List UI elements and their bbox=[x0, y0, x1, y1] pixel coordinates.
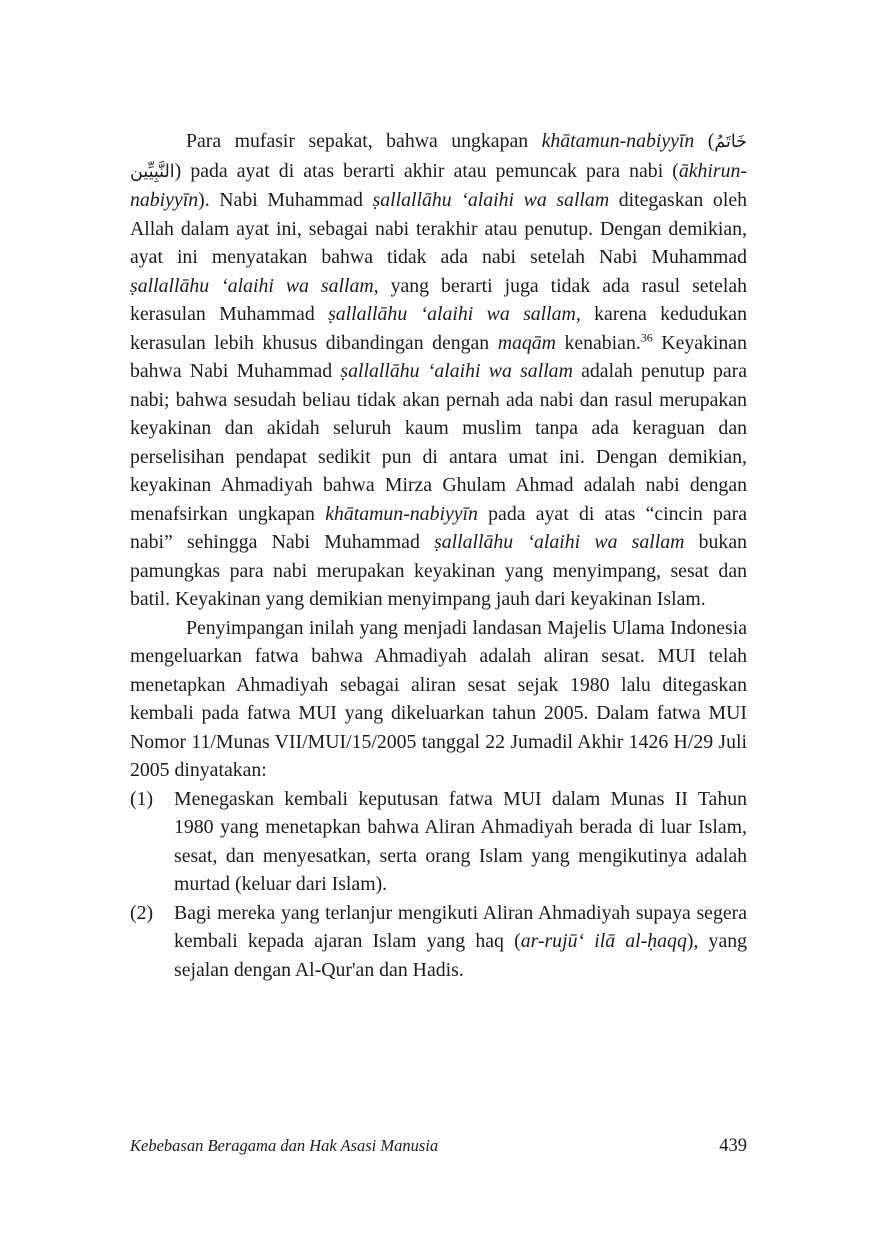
italic-text: ṣallallāhu ‘alaihi wa sallam bbox=[372, 189, 610, 211]
list-marker: (2) bbox=[130, 901, 154, 924]
text-run: Keyakinan bahwa Nabi Muhammad bbox=[130, 331, 747, 382]
text-run: Menegaskan kembali keputusan fatwa MUI dalam Munas II Tahun 1980 yang menetapkan bahwa Aliran Ahmadiyah berada di luar Islam, sesat, dan menyesatkan, serta orang Islam yang mengikutinya adalah murtad (keluar dari Islam). bbox=[174, 787, 747, 895]
italic-text: maqām bbox=[497, 331, 556, 354]
text-run: Penyimpangan inilah yang menjadi landasan Majelis Ulama Indonesia mengeluarkan fatwa bahwa Ahmadiyah adalah aliran sesat. MUI telah menetapkan Ahmadiyah sebagai aliran sesat sejak 1980 lalu ditegaskan kembali pada fatwa MUI yang dikeluarkan tahun 2005. Dalam fatwa MUI Nomor 11/Munas VII/MUI/15/2005 tanggal 22 Jumadil Akhir 1426 H/29 Juli 2005 dinyatakan: bbox=[130, 616, 747, 781]
text-run: ditegaskan oleh Allah dalam ayat ini, sebagai nabi terakhir atau penutup. Dengan demikian, ayat ini menyatakan bahwa tidak ada nabi setelah Nabi Muhammad bbox=[130, 189, 747, 268]
text-run: Bagi mereka yang terlanjur mengikuti Aliran Ahmadiyah supaya segera kembali kepada ajaran Islam yang haq ( bbox=[174, 901, 747, 952]
text-run: ( bbox=[694, 130, 715, 152]
text-run: bukan pamungkas para nabi merupakan keyakinan yang menyimpang, sesat dan batil. Keyakinan yang demikian menyimpang jauh dari keyakinan Islam. bbox=[130, 531, 747, 610]
italic-text: ṣallallāhu ‘alaihi wa sallam bbox=[434, 531, 685, 553]
italic-text: ṣallallāhu ‘alaihi wa sallam bbox=[130, 274, 374, 297]
paragraph bbox=[130, 614, 747, 785]
arabic-text: خَاتَمُ النَّبِيِّين bbox=[130, 132, 747, 182]
text-run: pada ayat di atas “cincin para nabi” sehingga Nabi Muhammad bbox=[130, 502, 748, 553]
text-run: , yang berarti juga tidak ada rasul setelah kerasulan Muhammad bbox=[130, 274, 747, 325]
text-run: karena kedudukan kerasulan lebih khusus dibandingan dengan bbox=[130, 303, 747, 354]
footnote-ref: 36 bbox=[640, 329, 653, 344]
italic-text: ar-rujū‘ ilā al-ḥaqq bbox=[520, 930, 687, 952]
italic-text: khātamun-nabiyyīn bbox=[325, 502, 478, 525]
text-run: Para mufasir sepakat, bahwa ungkapan bbox=[186, 130, 542, 152]
list-marker: (1) bbox=[130, 787, 154, 810]
text-run: adalah penutup para nabi; bahwa sesudah beliau tidak akan pernah ada nabi dan rasul merupakan keyakinan dan akidah seluruh kaum muslim tanpa ada keraguan dan perselisihan pendapat sedikit pun di antara umat ini. Dengan demikian, keyakinan Ahmadiyah bahwa Mirza Ghulam Ahmad adalah nabi dengan menafsirkan ungkapan bbox=[130, 360, 747, 525]
text-run: ) pada ayat di atas berarti akhir atau pemuncak para nabi ( bbox=[174, 159, 679, 182]
paragraph bbox=[130, 127, 747, 614]
italic-text: ṣallallāhu ‘alaihi wa sallam bbox=[340, 360, 573, 382]
italic-text: ṣallallāhu ‘alaihi wa sallam, bbox=[328, 303, 581, 325]
text-run: ), yang sejalan dengan Al-Qur'an dan Hadis. bbox=[174, 930, 748, 981]
page-number: 439 bbox=[719, 1136, 747, 1156]
page-body bbox=[130, 127, 747, 984]
list-item bbox=[130, 785, 747, 899]
list-item bbox=[130, 899, 747, 985]
text-run: kenabian. bbox=[555, 331, 641, 354]
page-footer bbox=[130, 1136, 747, 1157]
running-footer-title: Kebebasan Beragama dan Hak Asasi Manusia bbox=[130, 1136, 439, 1155]
text-run: ). Nabi Muhammad bbox=[198, 189, 373, 211]
italic-text: khātamun-nabiyyīn bbox=[541, 130, 695, 152]
italic-text: ākhirun-nabiyyīn bbox=[130, 159, 747, 211]
